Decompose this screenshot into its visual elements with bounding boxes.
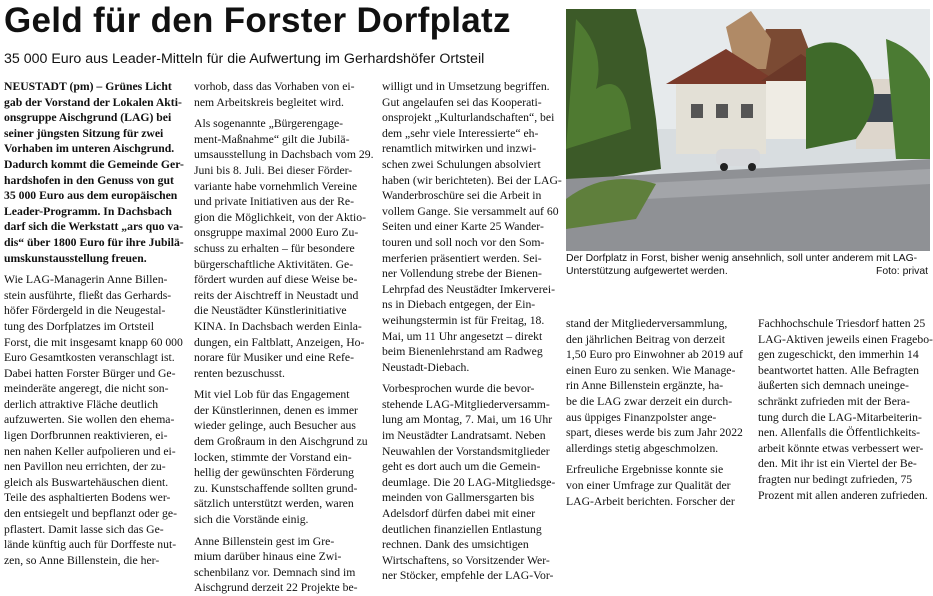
intro-line: hardshofen in den Genuss von gut	[4, 173, 174, 187]
text-line: dungen, ein Faltblatt, Anzeigen, Ho-	[194, 335, 365, 349]
text-line: be die LAG zwar derzeit ein durch-	[566, 394, 733, 408]
text-line: lung am Montag, 7. Mai, um 16 Uhr	[382, 413, 553, 427]
text-line: gleich als Buswartehäuschen dient.	[4, 475, 169, 489]
article-column-5	[758, 316, 933, 503]
text-line: Fachhochschule Triesdorf hatten 25	[758, 317, 926, 330]
text-line: mium darüber hinaus eine Zwi-	[194, 550, 342, 564]
photo-caption	[566, 253, 928, 278]
text-line: weihungstermin ist für Freitag, 18.	[382, 313, 545, 327]
text-line: renamtlich mitwirken und inzwi-	[382, 142, 537, 156]
text-line: dem Großraum in den Aischgrund zu	[194, 435, 368, 449]
text-line: lände künftig auch für Dorffeste nut-	[4, 538, 177, 552]
text-line: Erfreuliche Ergebnisse konnte sie	[566, 463, 724, 477]
text-line: arbeit könnte etwas verbessert wer-	[758, 441, 924, 455]
text-line: vorhob, dass das Vorhaben von ei-	[194, 80, 355, 93]
text-line: willigt und in Umsetzung begriffen.	[382, 80, 550, 93]
text-line: Juni bis 8. Juli. Bei dieser Förder-	[194, 163, 353, 177]
subheadline: 35 000 Euro aus Leader-Mitteln für die Aufwertung im Gerhardshöfer Ortsteil	[4, 51, 485, 67]
article-column-3	[382, 79, 560, 584]
text-line: die Neustädter Künstlerinitiative	[194, 304, 347, 318]
text-line: zu. Kunstschaffende sollten grund-	[194, 481, 358, 495]
text-line: höfer Fördergeld in die Neugestal-	[4, 304, 166, 318]
text-line: onsgruppe maximal 2000 Euro Zu-	[194, 226, 359, 240]
text-line: aufzuwerten. Sie wollen den ehema-	[4, 413, 175, 427]
text-line: vollem Gange. Sie versammelt auf 60	[382, 204, 559, 218]
text-line: Wie LAG-Managerin Anne Billen-	[4, 273, 168, 287]
text-line: hellig der gewünschten Förderung	[194, 466, 355, 480]
text-line: Wanderbroschüre sei die Arbeit in	[382, 189, 542, 203]
text-line: meinderäte angeregt, die nicht son-	[4, 382, 169, 396]
text-line: aus üppiges Finanzpolster ange-	[566, 410, 717, 424]
text-line: Seiten und einer Karte 25 Wander-	[382, 220, 544, 234]
article-column-1	[4, 79, 182, 568]
text-line: Gut angelaufen sei das Kooperati-	[382, 95, 542, 109]
text-line: von einer Umfrage zur Qualität der	[566, 478, 731, 492]
text-line: LAG-Aktiven jeweils einen Fragebo-	[758, 332, 933, 346]
caption-line-1: Der Dorfplatz in Forst, bisher wenig ansehnlich, soll unter anderem mit LAG-	[566, 253, 918, 264]
text-line: Forst, die mit insgesamt knapp 60 000	[4, 335, 183, 349]
text-line: rechnen. Dank des umsichtigen	[382, 538, 529, 552]
text-line: variante habe vornehmlich Vereine	[194, 179, 358, 193]
text-line: Euro Gesamtkosten veranschlagt ist.	[4, 351, 175, 365]
intro-line: onsgruppe Aischgrund (LAG) bei	[4, 111, 172, 125]
text-line: renten bezuschusst.	[194, 366, 285, 380]
text-line: Prozent mit allen anderen zufrieden.	[758, 488, 928, 502]
text-line: reits der Aischtreff in Neustadt und	[194, 288, 359, 302]
text-line: Lehrpfad des Neustädter Imkerverei-	[382, 282, 555, 296]
text-line: und private Initiativen aus der Re-	[194, 195, 355, 209]
text-line: schen zwei Schulungen absolviert	[382, 157, 541, 171]
text-line: Anne Billenstein gest im Gre-	[194, 534, 335, 548]
text-line: Aischgrund derzeit 22 Projekte be-	[194, 581, 358, 595]
intro-line: Leader-Programm. In Dachsbach	[4, 204, 172, 218]
text-line: ligen Dorfbrunnen reaktivieren, ei-	[4, 429, 168, 443]
text-line: Teile des asphaltierten Bodens wer-	[4, 491, 171, 505]
text-line: geht es dort auch um die Gemein-	[382, 460, 541, 474]
text-line: nen Pavillon neu errichten, der zu-	[4, 460, 166, 474]
text-line: beantwortet hatten. Alle Befragten	[758, 363, 919, 377]
text-line: sätzlich unterstützt werden, waren	[194, 497, 354, 511]
text-line: beim Bienenlehrstand am Radweg	[382, 345, 543, 359]
text-line: Dabei hatten Forster Bürger und Ge-	[4, 366, 176, 380]
text-line: tung des Dorfplatzes im Ortsteil	[4, 319, 154, 333]
text-line: ns in Diebach entgegen, der Ein-	[382, 298, 536, 312]
caption-line-2: Unterstützung aufgewertet werden.	[566, 265, 728, 277]
text-line: stehende LAG-Mitgliederversamm-	[382, 397, 550, 411]
text-line: Neuwahlen der Vorstandsmitglieder	[382, 444, 550, 458]
text-line: tung durch die LAG-Mitarbeiterin-	[758, 410, 922, 424]
text-line: den. Mit ihr ist ein Viertel der Be-	[758, 457, 917, 471]
text-line: gion die Möglichkeit, von der Aktio-	[194, 210, 367, 224]
text-line: deumlage. Die 20 LAG-Mitgliedsge-	[382, 475, 556, 489]
text-line: touren und soll noch vor den Som-	[382, 235, 545, 249]
text-line: schenbilanz vor. Demnach sind im	[194, 565, 356, 579]
text-line: schuss zu erhalten – für besondere	[194, 241, 355, 255]
intro-line: seiner jüngsten Sitzung für zwei	[4, 126, 164, 140]
text-line: meinden von Gallmersgarten bis	[382, 491, 535, 505]
text-line: nen. Allenfalls die Öffentlichkeits-	[758, 426, 921, 440]
text-line: LAG-Arbeit berichten. Forscher der	[566, 494, 735, 508]
text-line: onsprojekt „Kulturlandschaften“, bei	[382, 111, 555, 125]
photo-credit: Foto: privat	[876, 265, 928, 277]
text-line: spart, dieses werde bis zum Jahr 2022	[566, 426, 743, 440]
text-line: norare für Musiker und eine Refe-	[194, 351, 354, 365]
text-line: dem „sehr viele Interessierte“ eh-	[382, 126, 539, 140]
article-column-4	[566, 316, 744, 509]
article-column-2	[194, 79, 372, 596]
text-line: sich die Vorstände einig.	[194, 513, 309, 527]
photo-illustration	[566, 9, 930, 251]
text-line: Als sogenannte „Bürgerengage-	[194, 117, 344, 131]
text-line: Wirtschaftens, so Vorsitzender Wer-	[382, 553, 550, 567]
text-line: nem Arbeitskreis begleitet wird.	[194, 95, 344, 109]
headline: Geld für den Forster Dorfplatz	[4, 1, 511, 40]
text-line: stand der Mitgliederversammlung,	[566, 317, 728, 330]
text-line: haben (wir berichteten). Bei der LAG-	[382, 173, 562, 187]
text-line: ner Vollendung strebe der Bienen-	[382, 267, 542, 281]
text-line: ment-Maßnahme“ gilt die Jubilä-	[194, 132, 350, 146]
intro-line: umskunstausstellung freuen.	[4, 251, 147, 265]
intro-line: 35 000 Euro aus dem europäischen	[4, 189, 178, 203]
text-line: ner Stöcker, empfehle der LAG-Vor-	[382, 569, 554, 583]
text-line: derlich attraktive Fläche deutlich	[4, 397, 159, 411]
text-line: äußerten sich demnach uneinge-	[758, 379, 909, 393]
text-line: nen nahen Keller aufpolieren und ei-	[4, 444, 176, 458]
text-line: gen zugeschickt, den immerhin 14	[758, 348, 919, 362]
intro-line: Vorhaben im unteren Aischgrund.	[4, 142, 175, 156]
text-line: zen, so Anne Billenstein, die her-	[4, 553, 160, 567]
intro-line: NEUSTADT (pm) – Grünes Licht	[4, 80, 172, 93]
text-line: stein ausführte, fließt das Gerhards-	[4, 288, 172, 302]
text-line: schränkt zufrieden mit der Bera-	[758, 394, 910, 408]
text-line: im Neustädter Landratsamt. Neben	[382, 429, 546, 443]
text-line: den jährlichen Beitrag von derzeit	[566, 332, 726, 346]
text-line: Vorbesprochen wurde die bevor-	[382, 382, 535, 396]
intro-line: darf sich die Werkstatt „ars quo va-	[4, 220, 183, 234]
text-line: umsausstellung in Dachsbach vom 29.	[194, 148, 374, 162]
text-line: der Künstlerinnen, denen es immer	[194, 403, 358, 417]
text-line: allerdings stetig abgeschmolzen.	[566, 441, 719, 455]
intro-line: dis“ über 1800 Euro für ihre Jubilä-	[4, 235, 184, 249]
text-line: rin Anne Billenstein ergänzte, ha-	[566, 379, 724, 393]
text-line: Neustadt-Diebach.	[382, 360, 470, 374]
text-line: einen Euro zu senken. Wie Manage-	[566, 363, 736, 377]
text-line: pflastert. Damit lasse sich das Ge-	[4, 522, 164, 536]
intro-line: Dadurch kommt die Gemeinde Ger-	[4, 157, 184, 171]
text-line: deutlichen finanziellen Entlastung	[382, 522, 542, 536]
text-line: den entsiegelt und bepflanzt oder ge-	[4, 507, 177, 521]
text-line: merferien präsentiert werden. Sei-	[382, 251, 542, 265]
text-line: fördert wurden auf diese Weise be-	[194, 273, 358, 287]
text-line: KINA. In Dachsbach werden Einla-	[194, 319, 362, 333]
intro-line: gab der Vorstand der Lokalen Akti-	[4, 95, 182, 109]
text-line: Adelsdorf dürfen dabei mit einer	[382, 507, 536, 521]
text-line: Mai, um 11 Uhr angesetzt – direkt	[382, 329, 543, 343]
text-line: locken, stimmte der Vorstand ein-	[194, 450, 352, 464]
text-line: 1,50 Euro pro Einwohner ab 2019 auf	[566, 348, 743, 362]
village-square-photo	[566, 9, 930, 251]
text-line: Mit viel Lob für das Engagement	[194, 388, 350, 402]
text-line: bürgerschaftliche Aktivitäten. Ge-	[194, 257, 354, 271]
text-line: wieder gelinge, auch Besucher aus	[194, 419, 356, 433]
text-line: fragten nur bedingt zufrieden, 75	[758, 472, 913, 486]
